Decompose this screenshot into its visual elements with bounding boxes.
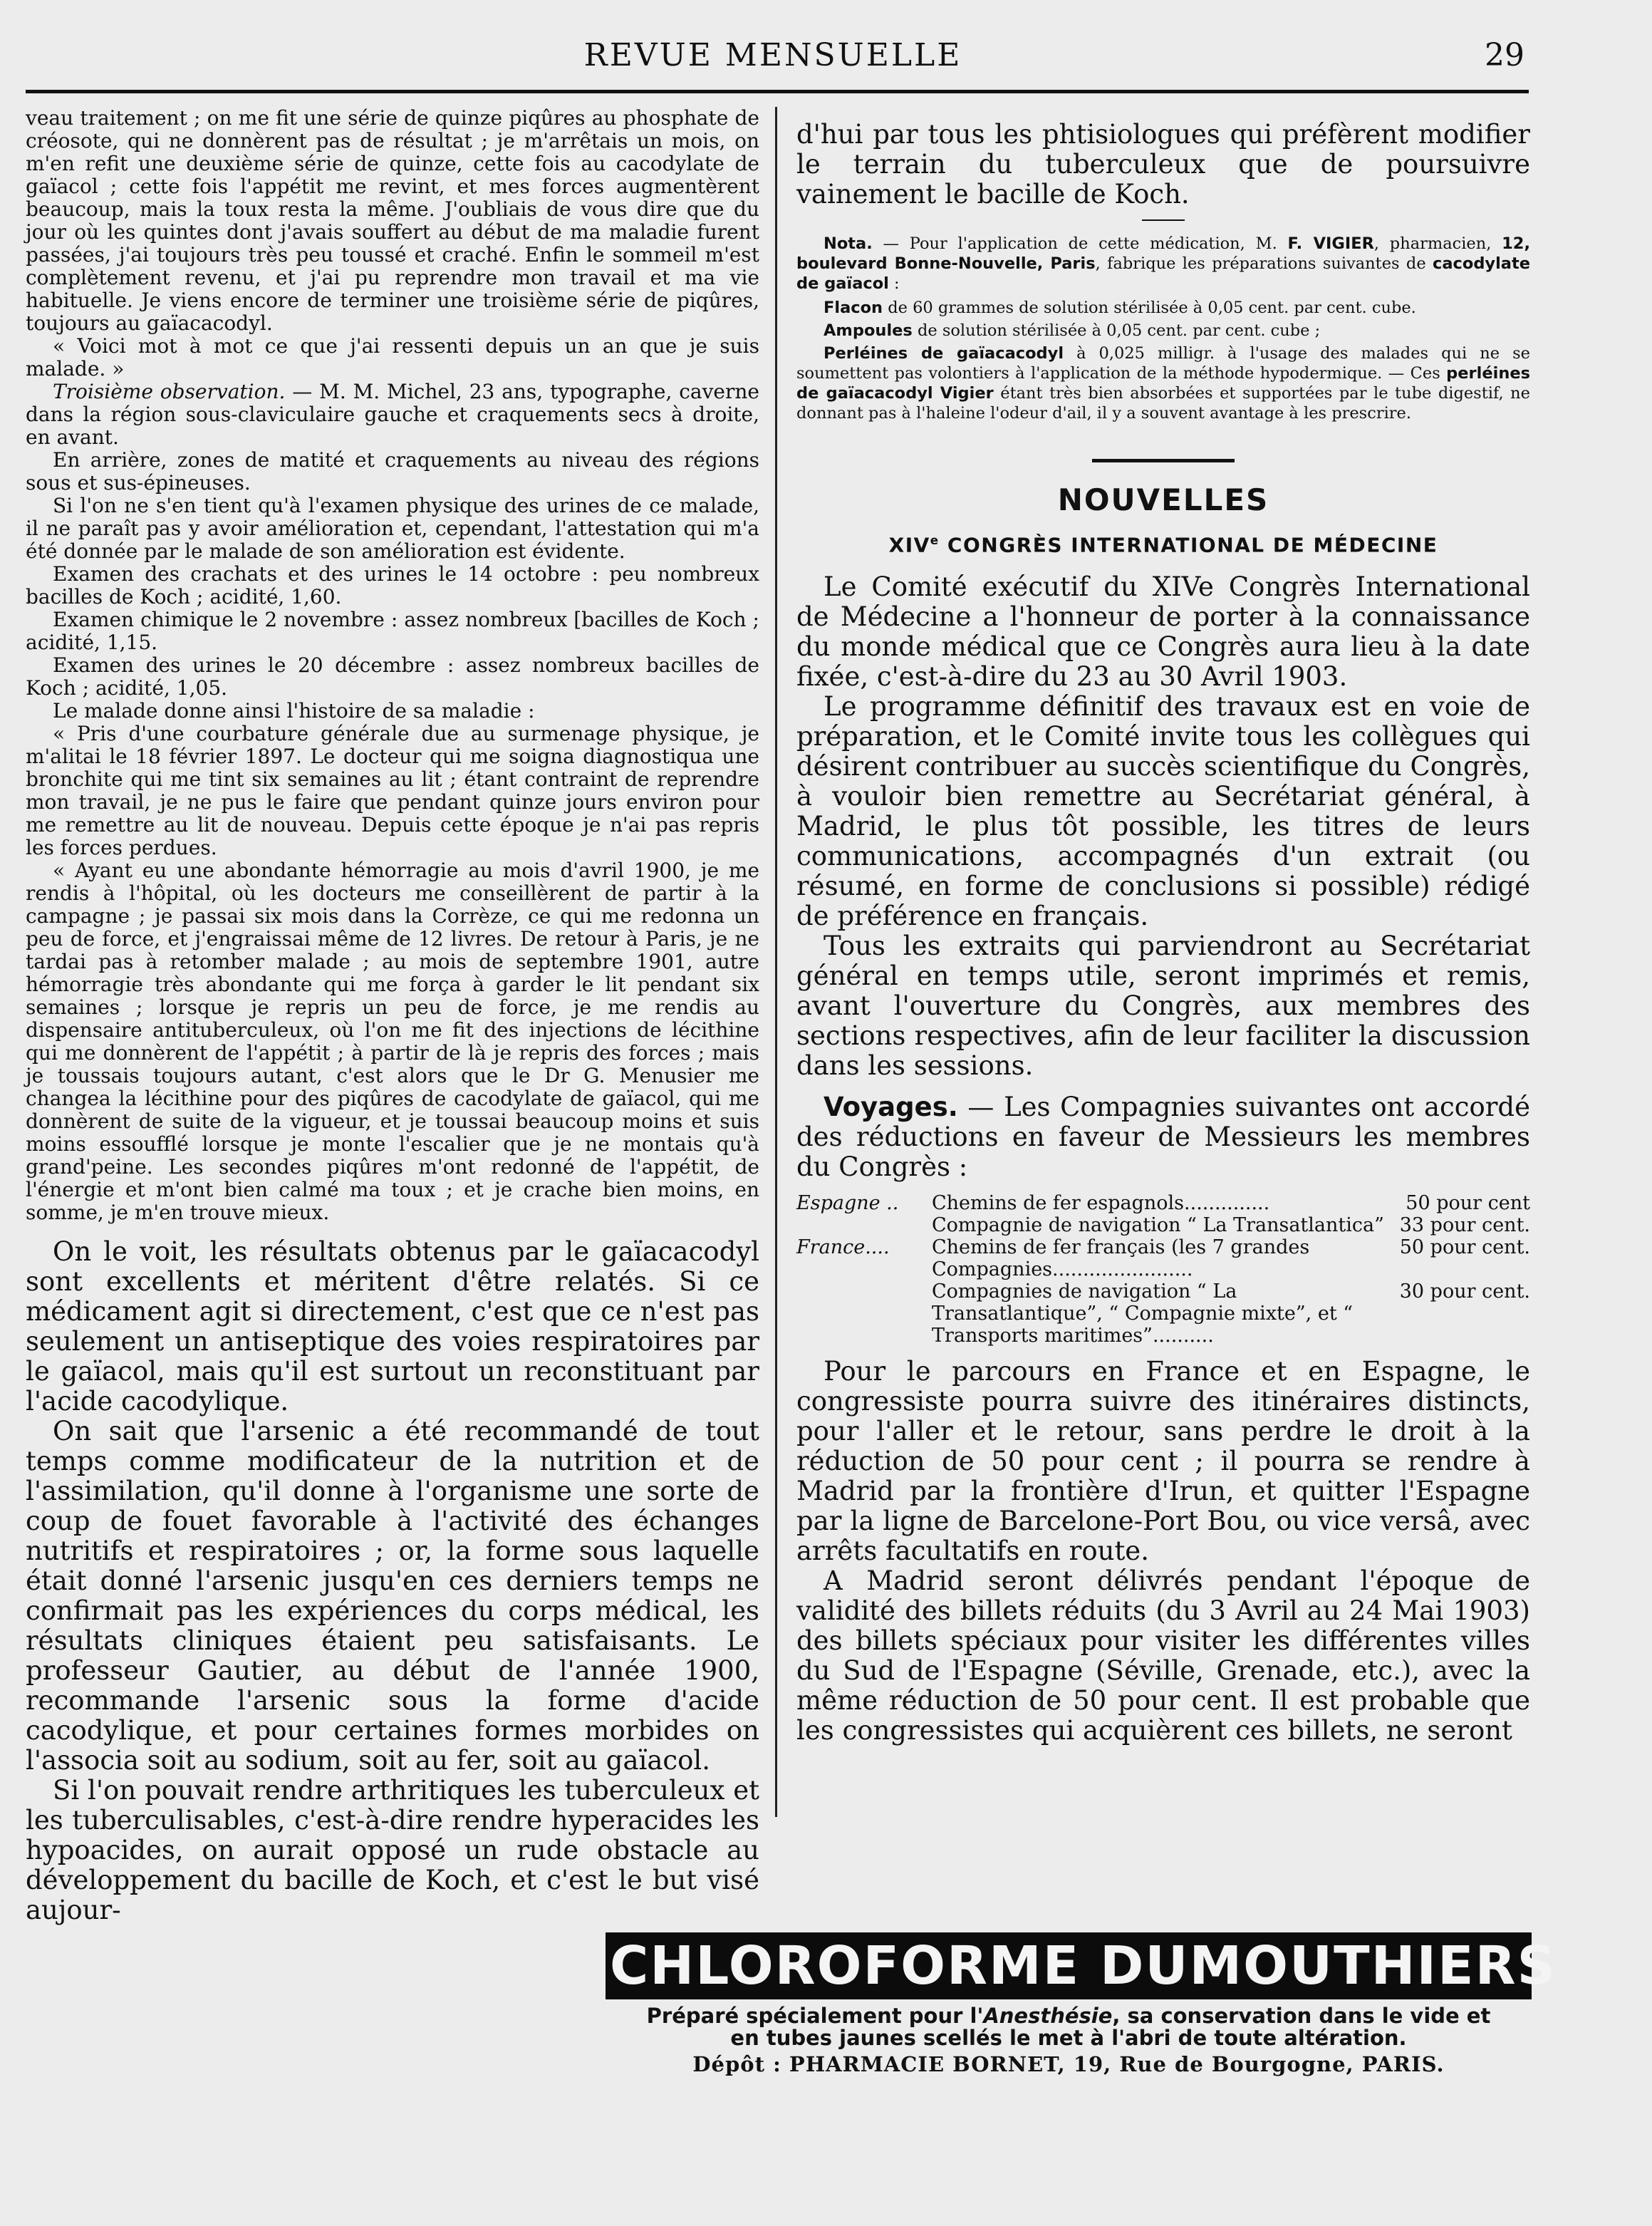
running-title: REVUE MENSUELLE	[583, 37, 962, 73]
fare-price: 30 pour cent.	[1399, 1280, 1530, 1303]
perleines-line	[796, 343, 1530, 423]
fare-country	[796, 1280, 932, 1347]
nota-product: cacodylate de gaïacol	[796, 254, 1530, 293]
ad-depot: Dépôt : PHARMACIE BORNET, 19, Rue de Bourgogne, PARIS.	[692, 2052, 1445, 2076]
ampoules-line	[796, 321, 1530, 341]
page-header	[21, 37, 1524, 80]
paragraph: Examen chimique le 2 novembre : assez nombreux [bacilles de Koch ; acidité, 1,15.	[26, 608, 759, 654]
nota-address: 12, boulevard Bonne-Nouvelle, Paris	[796, 234, 1530, 273]
congres-heading	[796, 533, 1530, 556]
paragraph	[26, 381, 759, 449]
section-title: NOUVELLES	[1057, 482, 1269, 517]
section-rule	[1092, 459, 1235, 462]
column-divider	[775, 107, 777, 1817]
paragraph: Tous les extraits qui parviendront au Secrétariat général en temps utile, seront imprimés et remis, avant l'ouverture du Congrès, aux membres des sections respectives, afin de leur faciliter la discussion dans les sessions.	[796, 931, 1530, 1082]
flacon-line	[796, 298, 1530, 318]
ad-text: , sa conservation dans le vide et	[1112, 2004, 1491, 2028]
perleines-text: à 0,025 milligr. à l'usage des malades qui ne se soumettent pas volontiers à l'application de la méthode hypodermique. — Ces	[796, 344, 1530, 383]
perleines-label: Perléines de gaïacacodyl	[824, 344, 1064, 363]
fare-description: Compagnies de navigation “ La Transatlantique”, “ Compagnie mixte”, et “ Transports maritimes”..........	[932, 1280, 1354, 1347]
fare-row	[796, 1280, 1530, 1347]
flacon-text: de 60 grammes de solution stérilisée à 0,05 cent. par cent. cube.	[883, 299, 1416, 317]
nota-name: F. VIGIER	[1287, 234, 1374, 253]
perleines-text: étant très bien absorbées et supportées par le tube digestif, ne donnant pas à l'haleine l'odeur d'ail, il y a souvent avantage à les prescrire.	[796, 384, 1530, 423]
paragraph: Pour le parcours en France et en Espagne, le congressiste pourra suivre des itinéraires distincts, pour l'aller et le retour, sans perdre le droit à la réduction de 50 pour cent ; il pourra se rendre à Madrid par la frontière d'Irun, et quitter l'Espagne par la ligne de Barcelone-Port Bou, ou vice versâ, avec arrêts facultatifs en route.	[796, 1356, 1530, 1567]
paragraph: « Ayant eu une abondante hémorragie au mois d'avril 1900, je me rendis à l'hôpital, où les docteurs me conseillèrent de partir à la campagne ; je passai six mois dans la Corrèze, ce qui me redonna un peu de force, et j'engraissai même de 12 livres. De retour à Paris, je ne tardai pas à retomber malade ; au mois de septembre 1901, autre hémorragie très abondante qui me força à garder le lit pendant six semaines ; lorsque je repris un peu de force, je me rendis au dispensaire antituberculeux, où l'on me fit des injections de lécithine qui me donnèrent de l'appétit ; à partir de là je repris des forces ; mais je toussais toujours autant, c'est alors que le Dr G. Menusier me changea la lécithine pour des piqûres de cacodylate de gaïacol, qui me donnèrent de suite de la vigueur, et je toussai beaucoup moins et suis moins essoufflé lorsque je monte l'escalier que je ne montais qu'à grand'peine. Les secondes piqûres m'ont redonné de l'appétit, de l'énergie et m'ont bien calmé ma toux ; et je crache bien moins, en somme, je m'en trouve mieux.	[26, 859, 759, 1224]
paragraph: d'hui par tous les phtisiologues qui préfèrent modifier le terrain du tuberculeux que de poursuivre vainement le bacille de Koch.	[796, 119, 1530, 209]
voyages-text: — Les Compagnies suivantes ont accordé des réductions en faveur de Messieurs les membres du Congrès :	[796, 1092, 1530, 1183]
nota-label: Nota.	[824, 234, 873, 253]
fare-row	[796, 1214, 1530, 1236]
ad-line	[606, 2005, 1532, 2027]
paragraph: On sait que l'arsenic a été recommandé de tout temps comme modificateur de la nutrition et de l'assimilation, qu'il donne à l'organisme une sorte de coup de fouet favorable à l'activité des échanges nutritifs et respiratoires ; or, la forme sous laquelle était donné l'arsenic jusqu'en ces derniers temps ne confirmait pas les expériences du corps médical, les résultats cliniques étaient peu satisfaisants. Le professeur Gautier, au début de l'année 1900, recommande l'arsenic sous la forme d'acide cacodylique, et pour certaines formes morbides on l'associa soit au sodium, soit au fer, soit au gaïacol.	[26, 1416, 759, 1776]
paragraph: En arrière, zones de matité et craquements au niveau des régions sous et sus-épineuses.	[26, 448, 759, 495]
right-column	[796, 120, 1530, 1746]
fare-description: Chemins de fer français (les 7 grandes Compagnies.......................	[932, 1236, 1310, 1281]
paragraph: « Pris d'une courbature générale due au surmenage physique, je m'alitai le 18 février 1897. Le docteur qui me soigna diagnostiqua une bronchite qui me tint six semaines au lit ; étant contraint de reprendre mon travail, je ne pus le faire que pendant quinze jours environ pour me remettre au lit de nouveau. Depuis cette époque je n'ai pas repris les forces perdues.	[26, 722, 759, 859]
fare-country	[796, 1214, 932, 1236]
nota	[796, 234, 1530, 294]
paragraph: On le voit, les résultats obtenus par le gaïacacodyl sont excellents et méritent d'être relatés. Si ce médicament agit si directement, c'est que ce n'est pas seulement un antiseptique des voies respiratoires par le gaïacol, mais qu'il est surtout un reconstituant par l'acide cacodylique.	[26, 1236, 759, 1417]
short-rule	[1142, 219, 1185, 221]
paragraph: Examen des crachats et des urines le 14 octobre : peu nombreux bacilles de Koch ; acidité, 1,60.	[26, 562, 759, 609]
fare-country: France....	[796, 1236, 890, 1259]
observation-text: — M. M. Michel, 23 ans, typographe, caverne dans la région sous-claviculaire gauche et craquements secs à droite, en avant.	[26, 380, 759, 449]
advertisement	[606, 1932, 1557, 2076]
page-number: 29	[1485, 37, 1524, 73]
paragraph: « Voici mot à mot ce que j'ai ressenti depuis un an que je suis malade. »	[26, 334, 759, 381]
fare-price: 50 pour cent.	[1399, 1236, 1530, 1259]
fare-description: Compagnie de navigation “ La Transatlantica”	[932, 1214, 1384, 1237]
voyages-paragraph	[796, 1092, 1530, 1182]
fare-row	[796, 1236, 1530, 1280]
ampoules-text: de solution stérilisée à 0,05 cent. par cent. cube ;	[912, 321, 1321, 340]
paragraph: A Madrid seront délivrés pendant l'époque de validité des billets réduits (du 3 Avril au 24 Mai 1903) des billets spéciaux pour visiter les différentes villes du Sud de l'Espagne (Séville, Grenade, etc.), avec la même réduction de 50 pour cent. Il est probable que les congressistes qui acquièrent ces billets, ne seront	[796, 1565, 1530, 1746]
ad-line: en tubes jaunes scellés le met à l'abri de toute altération.	[730, 2026, 1407, 2050]
nota-text: :	[888, 274, 900, 293]
ampoules-label: Ampoules	[824, 321, 913, 340]
perleines-label: perléines de gaïacacodyl Vigier	[796, 364, 1530, 403]
ad-banner: CHLOROFORME DUMOUTHIERS	[606, 1932, 1532, 1999]
ad-text: Préparé spécialement pour l'	[646, 2004, 984, 2028]
flacon-label: Flacon	[824, 299, 883, 317]
paragraph: Si l'on pouvait rendre arthritiques les tuberculeux et les tuberculisables, c'est-à-dire rendre hyperacides les hypoacides, on aurait opposé un rude obstacle au développement du bacille de Koch, et c'est le but visé aujour-	[26, 1775, 759, 1925]
fare-price: 50 pour cent	[1406, 1192, 1530, 1215]
observation-title: Troisième observation.	[53, 380, 286, 403]
header-rule	[26, 90, 1529, 93]
congres-number: XIV	[888, 533, 930, 557]
paragraph: Le malade donne ainsi l'histoire de sa maladie :	[53, 699, 535, 723]
paragraph: Le Comité exécutif du XIVe Congrès International de Médecine a l'honneur de porter à la connaissance du monde médical que ce Congrès aura lieu à la date fixée, c'est-à-dire du 23 au 30 Avril 1903.	[796, 571, 1530, 693]
nota-text: — Pour l'application de cette médication, M.	[872, 234, 1288, 253]
fares-table	[796, 1192, 1530, 1347]
fare-country: Espagne ..	[796, 1192, 899, 1215]
voyages-label: Voyages.	[824, 1092, 958, 1123]
paragraph: veau traitement ; on me fit une série de quinze piqûres au phosphate de créosote, qui ne donnèrent pas de résultat ; je m'arrêtais un mois, on m'en refit une deuxième série de quinze, cette fois au cacodylate de gaïacol ; cette fois l'appétit me revint, et mes forces augmentèrent beaucoup, mais la toux resta la même. J'oubliais de vous dire que du jour où les quintes dont j'avais souffert au début de ma maladie furent passées, j'ai toujours très peu toussé et craché. Enfin le sommeil m'est complètement revenu, et j'ai pu reprendre mon travail et ma vie habituelle. Je viens encore de terminer une troisième série de piqûres, toujours au gaïacacodyl.	[26, 106, 759, 335]
fare-price: 33 pour cent.	[1399, 1214, 1530, 1237]
congres-title: CONGRÈS INTERNATIONAL DE MÉDECINE	[939, 533, 1438, 557]
nota-text: , fabrique les préparations suivantes de	[1095, 254, 1433, 273]
paragraph: Si l'on ne s'en tient qu'à l'examen physique des urines de ce malade, il ne paraît pas y avoir amélioration et, cependant, l'attestation qui m'a été donnée par le malade de son amélioration est évidente.	[26, 494, 759, 563]
ad-text-italic: Anesthésie	[983, 2004, 1113, 2028]
congres-sup: e	[930, 533, 940, 547]
fare-row	[796, 1192, 1530, 1214]
paragraph: Le programme définitif des travaux est en voie de préparation, et le Comité invite tous les collègues qui désirent contribuer au succès scientifique du Congrès, à vouloir bien remettre au Secrétariat général, à Madrid, le plus tôt possible, les titres de leurs communications, accompagnés d'un extrait (ou résumé, en forme de conclusions si possible) rédigé de préférence en français.	[796, 691, 1530, 932]
left-column	[26, 107, 759, 1925]
fare-description: Chemins de fer espagnols..............	[932, 1192, 1270, 1215]
nota-text: , pharmacien,	[1373, 234, 1502, 253]
paragraph: Examen des urines le 20 décembre : assez nombreux bacilles de Koch ; acidité, 1,05.	[26, 653, 759, 700]
